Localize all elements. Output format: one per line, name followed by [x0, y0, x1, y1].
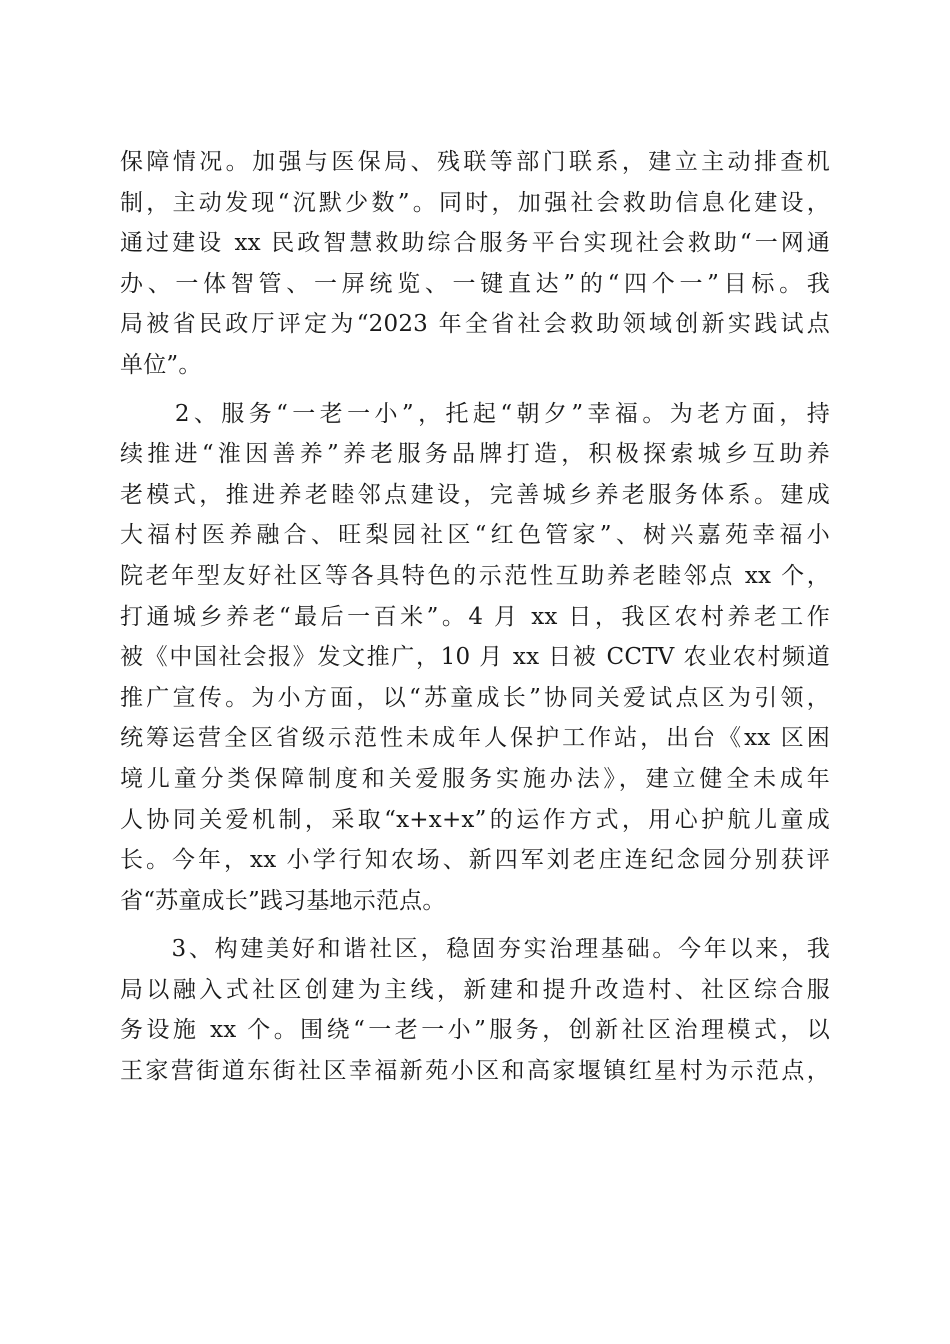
paragraph-gap: [120, 921, 830, 929]
text-line: 人协同关爱机制，采取“x+x+x”的运作方式，用心护航儿童成: [120, 806, 830, 833]
text-line: 续推进“淮因善养”养老服务品牌打造，积极探索城乡互助养: [120, 441, 830, 468]
text-line: 3、构建美好和谐社区，稳固夯实治理基础。今年以来，我: [120, 936, 830, 963]
text-line: 办、一体智管、一屏统览、一键直达”的“四个一”目标。我: [120, 270, 830, 297]
text-line: 2、服务“一老一小”，托起“朝夕”幸福。为老方面，持: [120, 400, 830, 427]
text-line: 推广宣传。为小方面，以“苏童成长”协同关爱试点区为引领，: [120, 684, 830, 711]
text-line: 保障情况。加强与医保局、残联等部门联系，建立主动排查机: [120, 149, 830, 175]
text-line: 长。今年，xx 小学行知农场、新四军刘老庄连纪念园分别获评: [120, 847, 830, 874]
text-line: 局以融入式社区创建为主线，新建和提升改造村、社区综合服: [120, 976, 830, 1003]
text-line: 被《中国社会报》发文推广，10 月 xx 日被 CCTV 农业农村频道: [120, 644, 830, 671]
text-line: 老模式，推进养老睦邻点建设，完善城乡养老服务体系。建成: [120, 481, 830, 508]
text-line: 省“苏童成长”践习基地示范点。: [120, 887, 446, 914]
text-line: 务设施 xx 个。围绕“一老一小”服务，创新社区治理模式，以: [120, 1017, 830, 1044]
text-line: 通过建设 xx 民政智慧救助综合服务平台实现社会救助“一网通: [120, 230, 830, 257]
text-line: 院老年型友好社区等各具特色的示范性互助养老睦邻点 xx 个，: [120, 562, 830, 589]
text-line: 制，主动发现“沉默少数”。同时，加强社会救助信息化建设，: [120, 189, 830, 216]
text-line: 王家营街道东街社区幸福新苑小区和高家堰镇红星村为示范点，: [120, 1058, 830, 1085]
document-body: [120, 142, 830, 1092]
paragraph-1: [120, 142, 830, 386]
text-line: 境儿童分类保障制度和关爱服务实施办法》，建立健全未成年: [120, 765, 830, 792]
paragraph-gap: [120, 386, 830, 394]
text-line: 大福村医养融合、旺梨园社区“红色管家”、树兴嘉苑幸福小: [120, 522, 830, 549]
text-line: 局被省民政厅评定为“2023 年全省社会救助领域创新实践试点: [120, 311, 830, 338]
paragraph-3: [120, 929, 830, 1091]
text-line: 统筹运营全区省级示范性未成年人保护工作站，出台《xx 区困: [120, 725, 830, 752]
text-line: 打通城乡养老“最后一百米”。4 月 xx 日，我区农村养老工作: [120, 603, 830, 630]
paragraph-2: [120, 394, 830, 922]
text-line: 单位”。: [120, 351, 202, 378]
